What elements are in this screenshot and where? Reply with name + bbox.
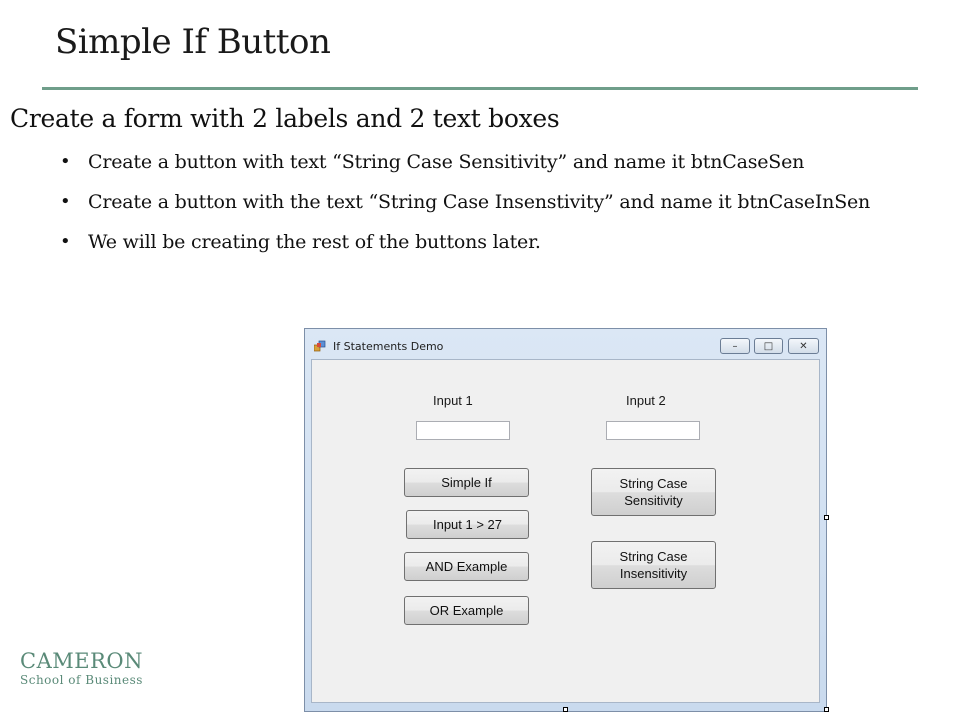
close-button[interactable] xyxy=(788,338,819,354)
slide-title: Simple If Button xyxy=(55,22,331,62)
bullet-text: We will be creating the rest of the buttons later. xyxy=(88,231,541,253)
input-greater-than-button[interactable]: Input 1 > 27 xyxy=(406,510,529,539)
window-titlebar[interactable] xyxy=(305,329,826,359)
maximize-button[interactable] xyxy=(754,338,783,354)
label-input-1: Input 1 xyxy=(433,393,473,408)
form-window xyxy=(304,328,827,712)
app-icon xyxy=(314,340,326,352)
and-example-button[interactable]: AND Example xyxy=(404,552,529,581)
simple-if-button[interactable]: Simple If xyxy=(404,468,529,497)
or-example-button[interactable]: OR Example xyxy=(404,596,529,625)
bullet-item xyxy=(60,230,880,254)
resize-handle-right[interactable] xyxy=(824,515,829,520)
cameron-logo xyxy=(20,650,143,688)
form-client-area xyxy=(311,359,820,703)
string-case-insensitivity-button[interactable]: String Case Insensitivity xyxy=(591,541,716,589)
bullet-icon: • xyxy=(60,231,71,252)
minimize-icon: – xyxy=(732,340,738,352)
bullet-text: Create a button with text “String Case Sensitivity” and name it btnCaseSen xyxy=(88,151,805,173)
bullet-text: Create a button with the text “String Case Insenstivity” and name it btnCaseInSen xyxy=(88,191,871,213)
logo-line-1: CAMERON xyxy=(20,649,143,673)
maximize-icon: □ xyxy=(763,340,774,352)
bullet-item xyxy=(60,190,880,214)
window-title: If Statements Demo xyxy=(333,340,444,353)
input-2-textbox[interactable] xyxy=(606,421,700,440)
label-input-2: Input 2 xyxy=(626,393,666,408)
slide-heading: Create a form with 2 labels and 2 text boxes xyxy=(10,104,560,133)
input-1-textbox[interactable] xyxy=(416,421,510,440)
bullet-list xyxy=(60,150,880,270)
minimize-button[interactable] xyxy=(720,338,750,354)
string-case-sensitivity-button[interactable]: String Case Sensitivity xyxy=(591,468,716,516)
close-icon: ✕ xyxy=(799,340,808,352)
resize-handle-corner[interactable] xyxy=(824,707,829,712)
bullet-item xyxy=(60,150,880,174)
bullet-icon: • xyxy=(60,151,71,172)
logo-line-2: School of Business xyxy=(20,673,143,687)
title-divider xyxy=(42,87,918,90)
resize-handle-bottom[interactable] xyxy=(563,707,568,712)
bullet-icon: • xyxy=(60,191,71,212)
